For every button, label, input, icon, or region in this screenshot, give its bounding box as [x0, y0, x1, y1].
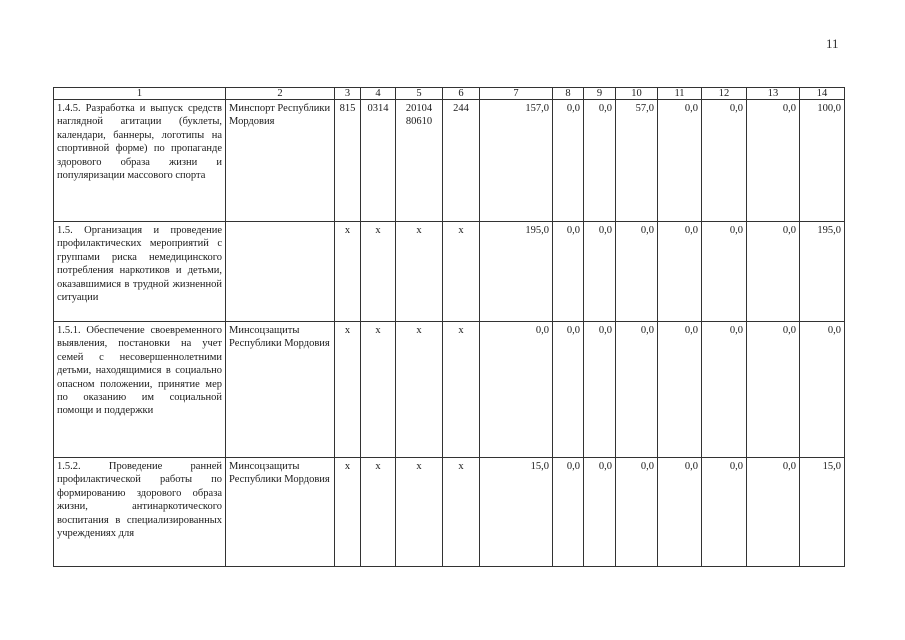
column-header: 8	[553, 88, 584, 100]
cell-col11: 0,0	[658, 100, 702, 222]
table-row	[54, 100, 845, 222]
column-header: 11	[658, 88, 702, 100]
column-header: 9	[584, 88, 616, 100]
table-row	[54, 222, 845, 322]
activity-description: 1.5.2. Проведение ранней профилактической работы по формированию здорового образа жизни, антинаркотического воспитания в специализированных учреждениях для	[54, 458, 226, 567]
column-header: 1	[54, 88, 226, 100]
cell-col6: 244	[443, 100, 480, 222]
cell-col12: 0,0	[702, 322, 747, 458]
column-header: 2	[226, 88, 335, 100]
budget-table	[53, 87, 845, 567]
responsible-organization: Минспорт Республики Мордовия	[226, 100, 335, 222]
cell-col6: х	[443, 222, 480, 322]
cell-col13: 0,0	[747, 222, 800, 322]
cell-col13: 0,0	[747, 100, 800, 222]
cell-col3: 815	[335, 100, 361, 222]
cell-col10: 57,0	[616, 100, 658, 222]
cell-col6: х	[443, 322, 480, 458]
activity-description: 1.5. Организация и проведение профилактических мероприятий с группами риска немедицинского потребления наркотиков и детьми, оказавшимися в трудной жизненной ситуации	[54, 222, 226, 322]
cell-col4: 0314	[361, 100, 396, 222]
cell-col8: 0,0	[553, 322, 584, 458]
cell-col14: 0,0	[800, 322, 845, 458]
responsible-organization	[226, 222, 335, 322]
cell-col3: х	[335, 322, 361, 458]
cell-col11: 0,0	[658, 322, 702, 458]
cell-col6: х	[443, 458, 480, 567]
cell-col5: х	[396, 322, 443, 458]
cell-col7: 15,0	[480, 458, 553, 567]
cell-col14: 100,0	[800, 100, 845, 222]
cell-col12: 0,0	[702, 458, 747, 567]
column-header: 3	[335, 88, 361, 100]
column-header: 5	[396, 88, 443, 100]
column-header: 4	[361, 88, 396, 100]
activity-description: 1.5.1. Обеспечение своевременного выявления, постановки на учет семей с несовершеннолетними детьми, находящимися в социально опасном положении, принятие мер по оказанию им социальной помощи и поддержки	[54, 322, 226, 458]
cell-col4: х	[361, 322, 396, 458]
table-row	[54, 458, 845, 567]
cell-col3: х	[335, 458, 361, 567]
table-row	[54, 322, 845, 458]
cell-col7: 0,0	[480, 322, 553, 458]
cell-col9: 0,0	[584, 458, 616, 567]
cell-col8: 0,0	[553, 458, 584, 567]
column-header: 6	[443, 88, 480, 100]
cell-col10: 0,0	[616, 458, 658, 567]
column-header: 10	[616, 88, 658, 100]
cell-col9: 0,0	[584, 322, 616, 458]
cell-col14: 195,0	[800, 222, 845, 322]
cell-col12: 0,0	[702, 222, 747, 322]
column-header: 7	[480, 88, 553, 100]
cell-col10: 0,0	[616, 222, 658, 322]
cell-col13: 0,0	[747, 322, 800, 458]
column-header: 14	[800, 88, 845, 100]
cell-col7: 195,0	[480, 222, 553, 322]
column-header: 12	[702, 88, 747, 100]
column-header: 13	[747, 88, 800, 100]
cell-col5: х	[396, 222, 443, 322]
cell-col8: 0,0	[553, 100, 584, 222]
page-number: 11	[826, 36, 839, 51]
cell-col11: 0,0	[658, 222, 702, 322]
cell-col13: 0,0	[747, 458, 800, 567]
cell-col14: 15,0	[800, 458, 845, 567]
activity-description: 1.4.5. Разработка и выпуск средств наглядной агитации (буклеты, календари, баннеры, логотипы на спортивной форме) по пропаганде здорового образа жизни и популяризации массового спорта	[54, 100, 226, 222]
responsible-organization: Минсоцзащиты Республики Мордовия	[226, 458, 335, 567]
cell-col9: 0,0	[584, 222, 616, 322]
cell-col5: 20104 80610	[396, 100, 443, 222]
cell-col9: 0,0	[584, 100, 616, 222]
cell-col8: 0,0	[553, 222, 584, 322]
cell-col10: 0,0	[616, 322, 658, 458]
cell-col11: 0,0	[658, 458, 702, 567]
cell-col3: х	[335, 222, 361, 322]
cell-col7: 157,0	[480, 100, 553, 222]
cell-col4: х	[361, 458, 396, 567]
table-header-row	[54, 88, 845, 100]
cell-col4: х	[361, 222, 396, 322]
cell-col5: х	[396, 458, 443, 567]
cell-col12: 0,0	[702, 100, 747, 222]
responsible-organization: Минсоцзащиты Республики Мордовия	[226, 322, 335, 458]
